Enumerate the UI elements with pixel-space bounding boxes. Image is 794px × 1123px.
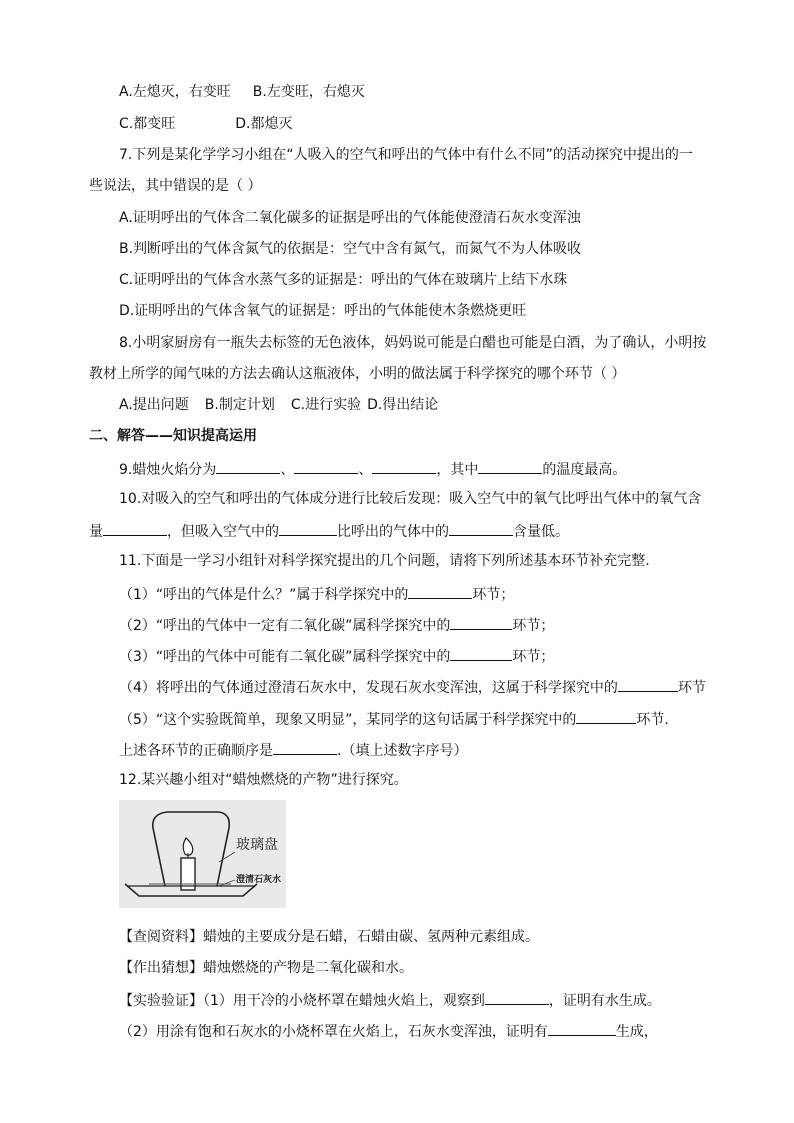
q10-blank-1[interactable]	[103, 520, 167, 536]
q9-text-3: 的温度最高。	[542, 462, 627, 478]
q8-option-a: A.提出问题	[119, 397, 189, 413]
q9-sep-2: 、	[358, 462, 373, 478]
q11-sub-4-end: 环节	[677, 680, 706, 696]
q8-options	[119, 395, 438, 415]
q11-sub-2	[119, 614, 554, 636]
flame-shape	[183, 838, 193, 855]
q11-sub-5-text: （5）“这个实验既简单，现象又明显”，某同学的这句话属于科学探究中的	[119, 712, 577, 728]
q11-order	[119, 739, 467, 761]
candle-experiment-figure	[119, 800, 286, 908]
q8-stem-line-2: 教材上所学的闻气味的方法去确认这瓶液体，小明的做法属于科学探究的哪个环节（ ）	[89, 366, 626, 382]
q12-research-tag: 【查阅资料】	[119, 929, 203, 945]
q12-verification-1-text: （1）用干冷的小烧杯罩在蜡烛火焰上，观察到	[203, 993, 485, 1009]
q9-blank-4[interactable]	[478, 458, 542, 474]
q10-line-2	[89, 520, 569, 542]
q10-text-2: ，但吸入空气中的	[167, 524, 279, 540]
q11-blank-order[interactable]	[273, 739, 337, 755]
q6-options-row-1	[119, 82, 365, 102]
q7-option-b: B.判断呼出的气体含氮气的依据是：空气中含有氮气，而氮气不为人体吸收	[119, 241, 582, 257]
q10-text-3: 比呼出的气体中的	[337, 524, 449, 540]
q12-verification-2-text: （2）用涂有饱和石灰水的小烧杯罩在火焰上，石灰水变浑浊，证明有	[119, 1024, 548, 1040]
q6-options-row-2	[119, 114, 292, 134]
q11-blank-1[interactable]	[408, 583, 472, 599]
q12-verification-1	[119, 989, 661, 1011]
q7-option-a: A.证明呼出的气体含二氧化碳多的证据是呼出的气体能使澄清石灰水变浑浊	[119, 210, 581, 226]
q12-hypothesis-text: 蜡烛燃烧的产物是二氧化碳和水。	[203, 960, 413, 976]
q12-research-text: 蜡烛的主要成分是石蜡，石蜡由碳、氢两种元素组成。	[203, 929, 539, 945]
q9	[119, 458, 626, 480]
q11-sub-4-text: （4）将呼出的气体通过澄清石灰水中，发现石灰水变浑浊，这属于科学探究中的	[119, 680, 618, 696]
figure-label-glass-plate: 玻璃盘	[236, 837, 278, 853]
q11-sub-3-text: （3）“呼出的气体中可能有二氧化碳”属科学探究中的	[119, 649, 451, 665]
q12-blank-1[interactable]	[485, 989, 549, 1005]
candle-body	[181, 858, 195, 890]
q11-sub-3-end: 环节；	[512, 649, 555, 665]
q6-option-c: C.都变旺	[119, 116, 176, 132]
q11-stem: 11.下面是一学习小组针对科学探究提出的几个问题，请将下列所述基本环节补充完整.	[119, 553, 650, 569]
q12-blank-2[interactable]	[548, 1020, 616, 1036]
q6-option-a: A.左熄灭，右变旺	[119, 84, 231, 100]
q11-sub-4	[119, 676, 706, 698]
q8-option-d: D.得出结论	[367, 397, 439, 413]
label-pointer-glass	[219, 852, 235, 862]
q12-verification-2-end: 生成，	[615, 1024, 658, 1040]
q12-hypothesis	[119, 958, 413, 978]
q12-hypothesis-tag: 【作出猜想】	[119, 960, 203, 976]
q11-blank-5[interactable]	[576, 708, 636, 724]
q9-text-1: 9.蜡烛火焰分为	[119, 462, 217, 478]
q10-text-4: 含量低。	[513, 524, 569, 540]
figure-label-lime-water: 澄清石灰水	[236, 875, 282, 885]
q9-blank-1[interactable]	[216, 458, 280, 474]
q7-stem-line-1: 7.下列是某化学学习小组在“人吸入的空气和呼出的气体中有什么不同”的活动探究中提出的一	[119, 147, 693, 163]
q11-blank-2[interactable]	[450, 614, 512, 630]
q12-verification-2	[119, 1020, 658, 1042]
q12-research	[119, 927, 539, 947]
q10-blank-2[interactable]	[279, 520, 337, 536]
q6-option-d: D.都熄灭	[235, 116, 293, 132]
q12-stem: 12.某兴趣小组对“蜡烛燃烧的产物”进行探究。	[119, 772, 408, 788]
q11-sub-1-end: 环节；	[472, 587, 515, 603]
q9-blank-3[interactable]	[372, 458, 436, 474]
q11-sub-2-text: （2）“呼出的气体中一定有二氧化碳”属科学探究中的	[119, 618, 451, 634]
q8-option-b: B.制定计划	[204, 397, 275, 413]
q11-order-end: .（填上述数字序号）	[337, 743, 468, 759]
q12-verification-tag: 【实验验证】	[119, 993, 203, 1009]
q11-sub-3	[119, 645, 554, 667]
q9-blank-2[interactable]	[294, 458, 358, 474]
q11-sub-5-end: 环节.	[636, 712, 669, 728]
q10-blank-3[interactable]	[449, 520, 513, 536]
q11-blank-3[interactable]	[450, 645, 512, 661]
q8-stem-line-1: 8.小明家厨房有一瓶失去标签的无色液体，妈妈说可能是白醋也可能是白酒，为了确认，小明按	[119, 335, 707, 351]
q7-option-c: C.证明呼出的气体含水蒸气多的证据是：呼出的气体在玻璃片上结下水珠	[119, 272, 568, 288]
q11-sub-2-end: 环节；	[512, 618, 555, 634]
candle-beaker-diagram	[119, 800, 286, 908]
q11-order-text: 上述各环节的正确顺序是	[119, 743, 273, 759]
q11-sub-1-text: （1）“呼出的气体是什么？”属于科学探究中的	[119, 587, 409, 603]
q11-blank-4[interactable]	[618, 676, 678, 692]
q6-option-b: B.左变旺，右熄灭	[252, 84, 365, 100]
q7-option-d: D.证明呼出的气体含氧气的证据是：呼出的气体能使木条燃烧更旺	[119, 303, 527, 319]
q9-text-2: ，其中	[436, 462, 479, 478]
label-pointer-lime	[219, 880, 235, 886]
q9-sep-1: 、	[280, 462, 295, 478]
q10-text-1: 量	[89, 524, 103, 540]
q8-option-c: C.进行实验	[290, 397, 362, 413]
section-2-title: 二、解答——知识提高运用	[89, 428, 257, 444]
q11-sub-5	[119, 708, 669, 730]
q7-stem-line-2: 些说法，其中错误的是（ ）	[89, 178, 262, 194]
q11-sub-1	[119, 583, 514, 605]
q10-line-1: 10.对吸入的空气和呼出的气体成分进行比较后发现：吸入空气中的氧气比呼出气体中的氧气含	[119, 491, 702, 507]
q12-verification-1-end: ，证明有水生成。	[548, 993, 661, 1009]
